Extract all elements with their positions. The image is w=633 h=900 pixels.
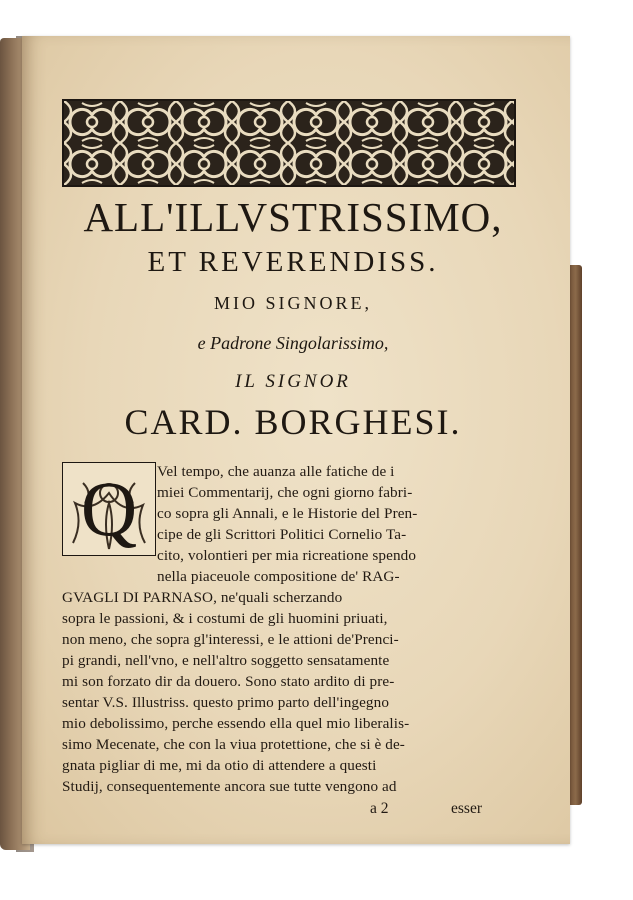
- dedication-title-line-2: ET REVERENDISS.: [147, 246, 439, 278]
- text-line: Studij, consequentemente ancora sue tutte vengono ad: [62, 778, 397, 795]
- text-line: nella piaceuole compositione de' RAG-: [157, 568, 400, 585]
- text-line: mio debolissimo, perche essendo ella quel mio liberalis-: [62, 715, 410, 732]
- text-line: cito, volontieri per mia ricreatione spendo: [157, 547, 417, 564]
- text-line: GVAGLI DI PARNASO, ne'quali scherzando: [62, 589, 343, 606]
- catchword: esser: [451, 800, 482, 817]
- text-line: miei Commentarij, che ogni giorno fabri-: [157, 484, 413, 501]
- text-line: gnata pigliar di me, mi da otio di attendere a questi: [62, 757, 377, 774]
- text-line: co sopra gli Annali, e le Historie del Pren-: [157, 505, 418, 522]
- text-line: sopra le passioni, & i costumi de gli huomini priuati,: [62, 610, 388, 627]
- decorated-initial: [62, 462, 156, 556]
- text-line: sentar V.S. Illustriss. questo primo parto dell'ingegno: [62, 694, 390, 711]
- dedicatee-name: CARD. BORGHESI.: [124, 402, 462, 442]
- woodcut-headpiece-ornament: [62, 99, 516, 187]
- signature-mark: a 2: [370, 800, 389, 817]
- initial-letter: Q: [80, 465, 138, 552]
- text-line: pi grandi, nell'vno, e nell'altro soggetto sensatamente: [62, 652, 390, 669]
- dedication-il-signor: IL SIGNOR: [235, 371, 351, 392]
- dedication-title-line-1: ALL'ILLVSTRISSIMO,: [83, 194, 503, 240]
- text-line: mi son forzato dir da douero. Sono stato ardito di pre-: [62, 673, 395, 690]
- text-line: simo Mecenate, che con la viua protettione, che si è de-: [62, 736, 405, 753]
- dedication-subtitle: e Padrone Singolarissimo,: [197, 333, 389, 353]
- text-line: non meno, che sopra gl'interessi, e le attioni de'Prenci-: [62, 631, 399, 648]
- text-line: cipe de gli Scrittori Politici Cornelio Ta-: [157, 526, 407, 543]
- text-line: Vel tempo, che auanza alle fatiche de i: [157, 463, 395, 480]
- dedication-title-line-3: MIO SIGNORE,: [213, 293, 372, 313]
